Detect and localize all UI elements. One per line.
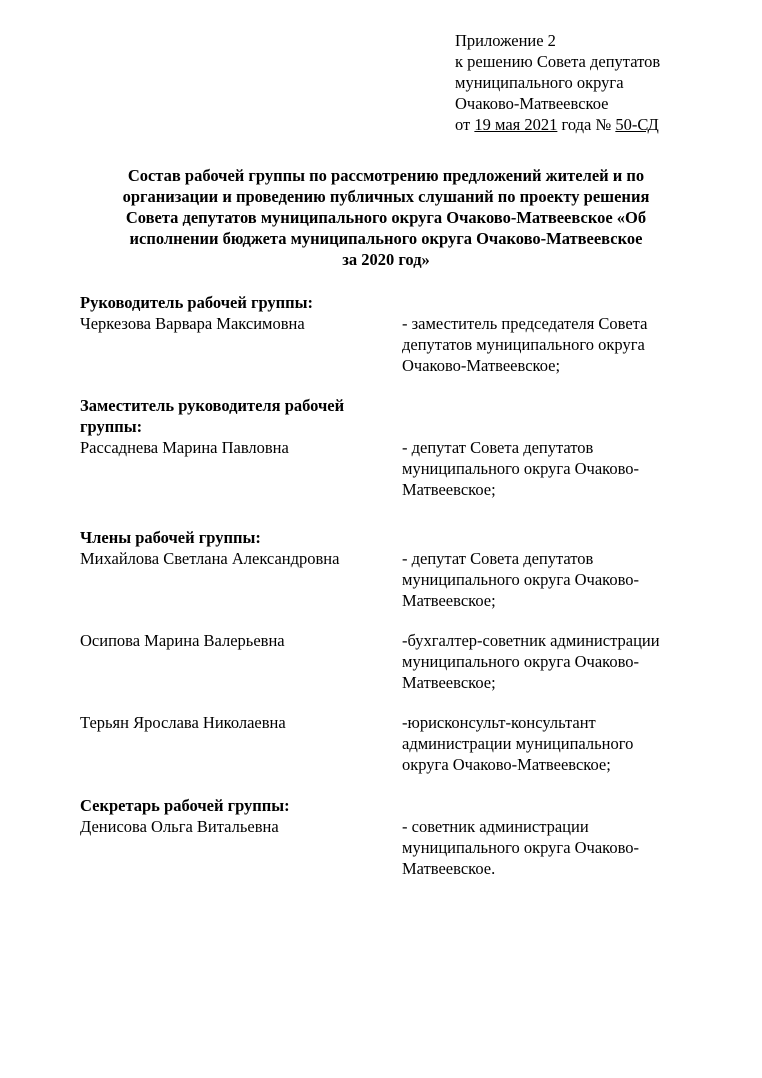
role-line: округа Очаково-Матвеевское; xyxy=(402,755,611,774)
member-name: Черкезова Варвара Максимовна xyxy=(80,314,305,333)
title-line: исполнении бюджета муниципального округа Очаково-Матвеевское xyxy=(129,229,643,248)
role-line: депутатов муниципального округа xyxy=(402,335,645,354)
heading-line: Заместитель руководителя рабочей xyxy=(80,396,345,415)
appendix-line: муниципального округа xyxy=(455,73,624,92)
role-line: - заместитель председателя Совета xyxy=(402,314,648,333)
decision-number: 50-СД xyxy=(615,115,659,134)
role-line: муниципального округа Очаково- xyxy=(402,838,640,857)
role-line: Матвеевское; xyxy=(402,480,496,499)
date-mid: года № xyxy=(557,115,616,134)
role-line: Матвеевское. xyxy=(402,859,496,878)
member-role xyxy=(402,816,712,879)
title-line: Состав рабочей группы по рассмотрению предложений жителей и по xyxy=(127,166,645,185)
date-prefix: от xyxy=(455,115,475,134)
role-line: -юрисконсульт-консультант xyxy=(402,713,596,732)
member-name: Денисова Ольга Витальевна xyxy=(80,817,279,836)
member-name: Осипова Марина Валерьевна xyxy=(80,631,285,650)
role-line: муниципального округа Очаково- xyxy=(402,570,640,589)
appendix-line: Приложение 2 xyxy=(455,31,556,50)
member-role xyxy=(402,313,712,376)
member-role xyxy=(402,548,712,611)
title-line: Совета депутатов муниципального округа Очаково-Матвеевское «Об xyxy=(125,208,647,227)
role-line: Очаково-Матвеевское; xyxy=(402,356,561,375)
role-line: Матвеевское; xyxy=(402,591,496,610)
role-line: -бухгалтер-советник администрации xyxy=(402,631,660,650)
role-line: Матвеевское; xyxy=(402,673,496,692)
role-line: - депутат Совета депутатов xyxy=(402,438,594,457)
document-title xyxy=(80,165,692,270)
role-line: муниципального округа Очаково- xyxy=(402,652,640,671)
section-heading-members: Члены рабочей группы: xyxy=(80,528,261,547)
member-role xyxy=(402,437,712,500)
role-line: - советник администрации xyxy=(402,817,589,836)
section-heading-head: Руководитель рабочей группы: xyxy=(80,293,314,312)
appendix-date-line xyxy=(455,114,745,135)
role-line: муниципального округа Очаково- xyxy=(402,459,640,478)
section-heading-secretary: Секретарь рабочей группы: xyxy=(80,796,290,815)
member-role xyxy=(402,712,712,775)
decision-date: 19 мая 2021 xyxy=(474,115,558,134)
heading-line: группы: xyxy=(80,417,143,436)
title-line: организации и проведению публичных слушаний по проекту решения xyxy=(122,187,650,206)
member-name: Терьян Ярослава Николаевна xyxy=(80,713,286,732)
appendix-header xyxy=(455,30,745,135)
appendix-line: к решению Совета депутатов xyxy=(455,52,661,71)
title-line: за 2020 год» xyxy=(342,250,430,269)
member-name: Михайлова Светлана Александровна xyxy=(80,549,340,568)
section-heading-deputy xyxy=(80,395,344,437)
member-name: Рассаднева Марина Павловна xyxy=(80,438,289,457)
appendix-line: Очаково-Матвеевское xyxy=(455,94,609,113)
member-role xyxy=(402,630,712,693)
role-line: администрации муниципального xyxy=(402,734,634,753)
role-line: - депутат Совета депутатов xyxy=(402,549,594,568)
